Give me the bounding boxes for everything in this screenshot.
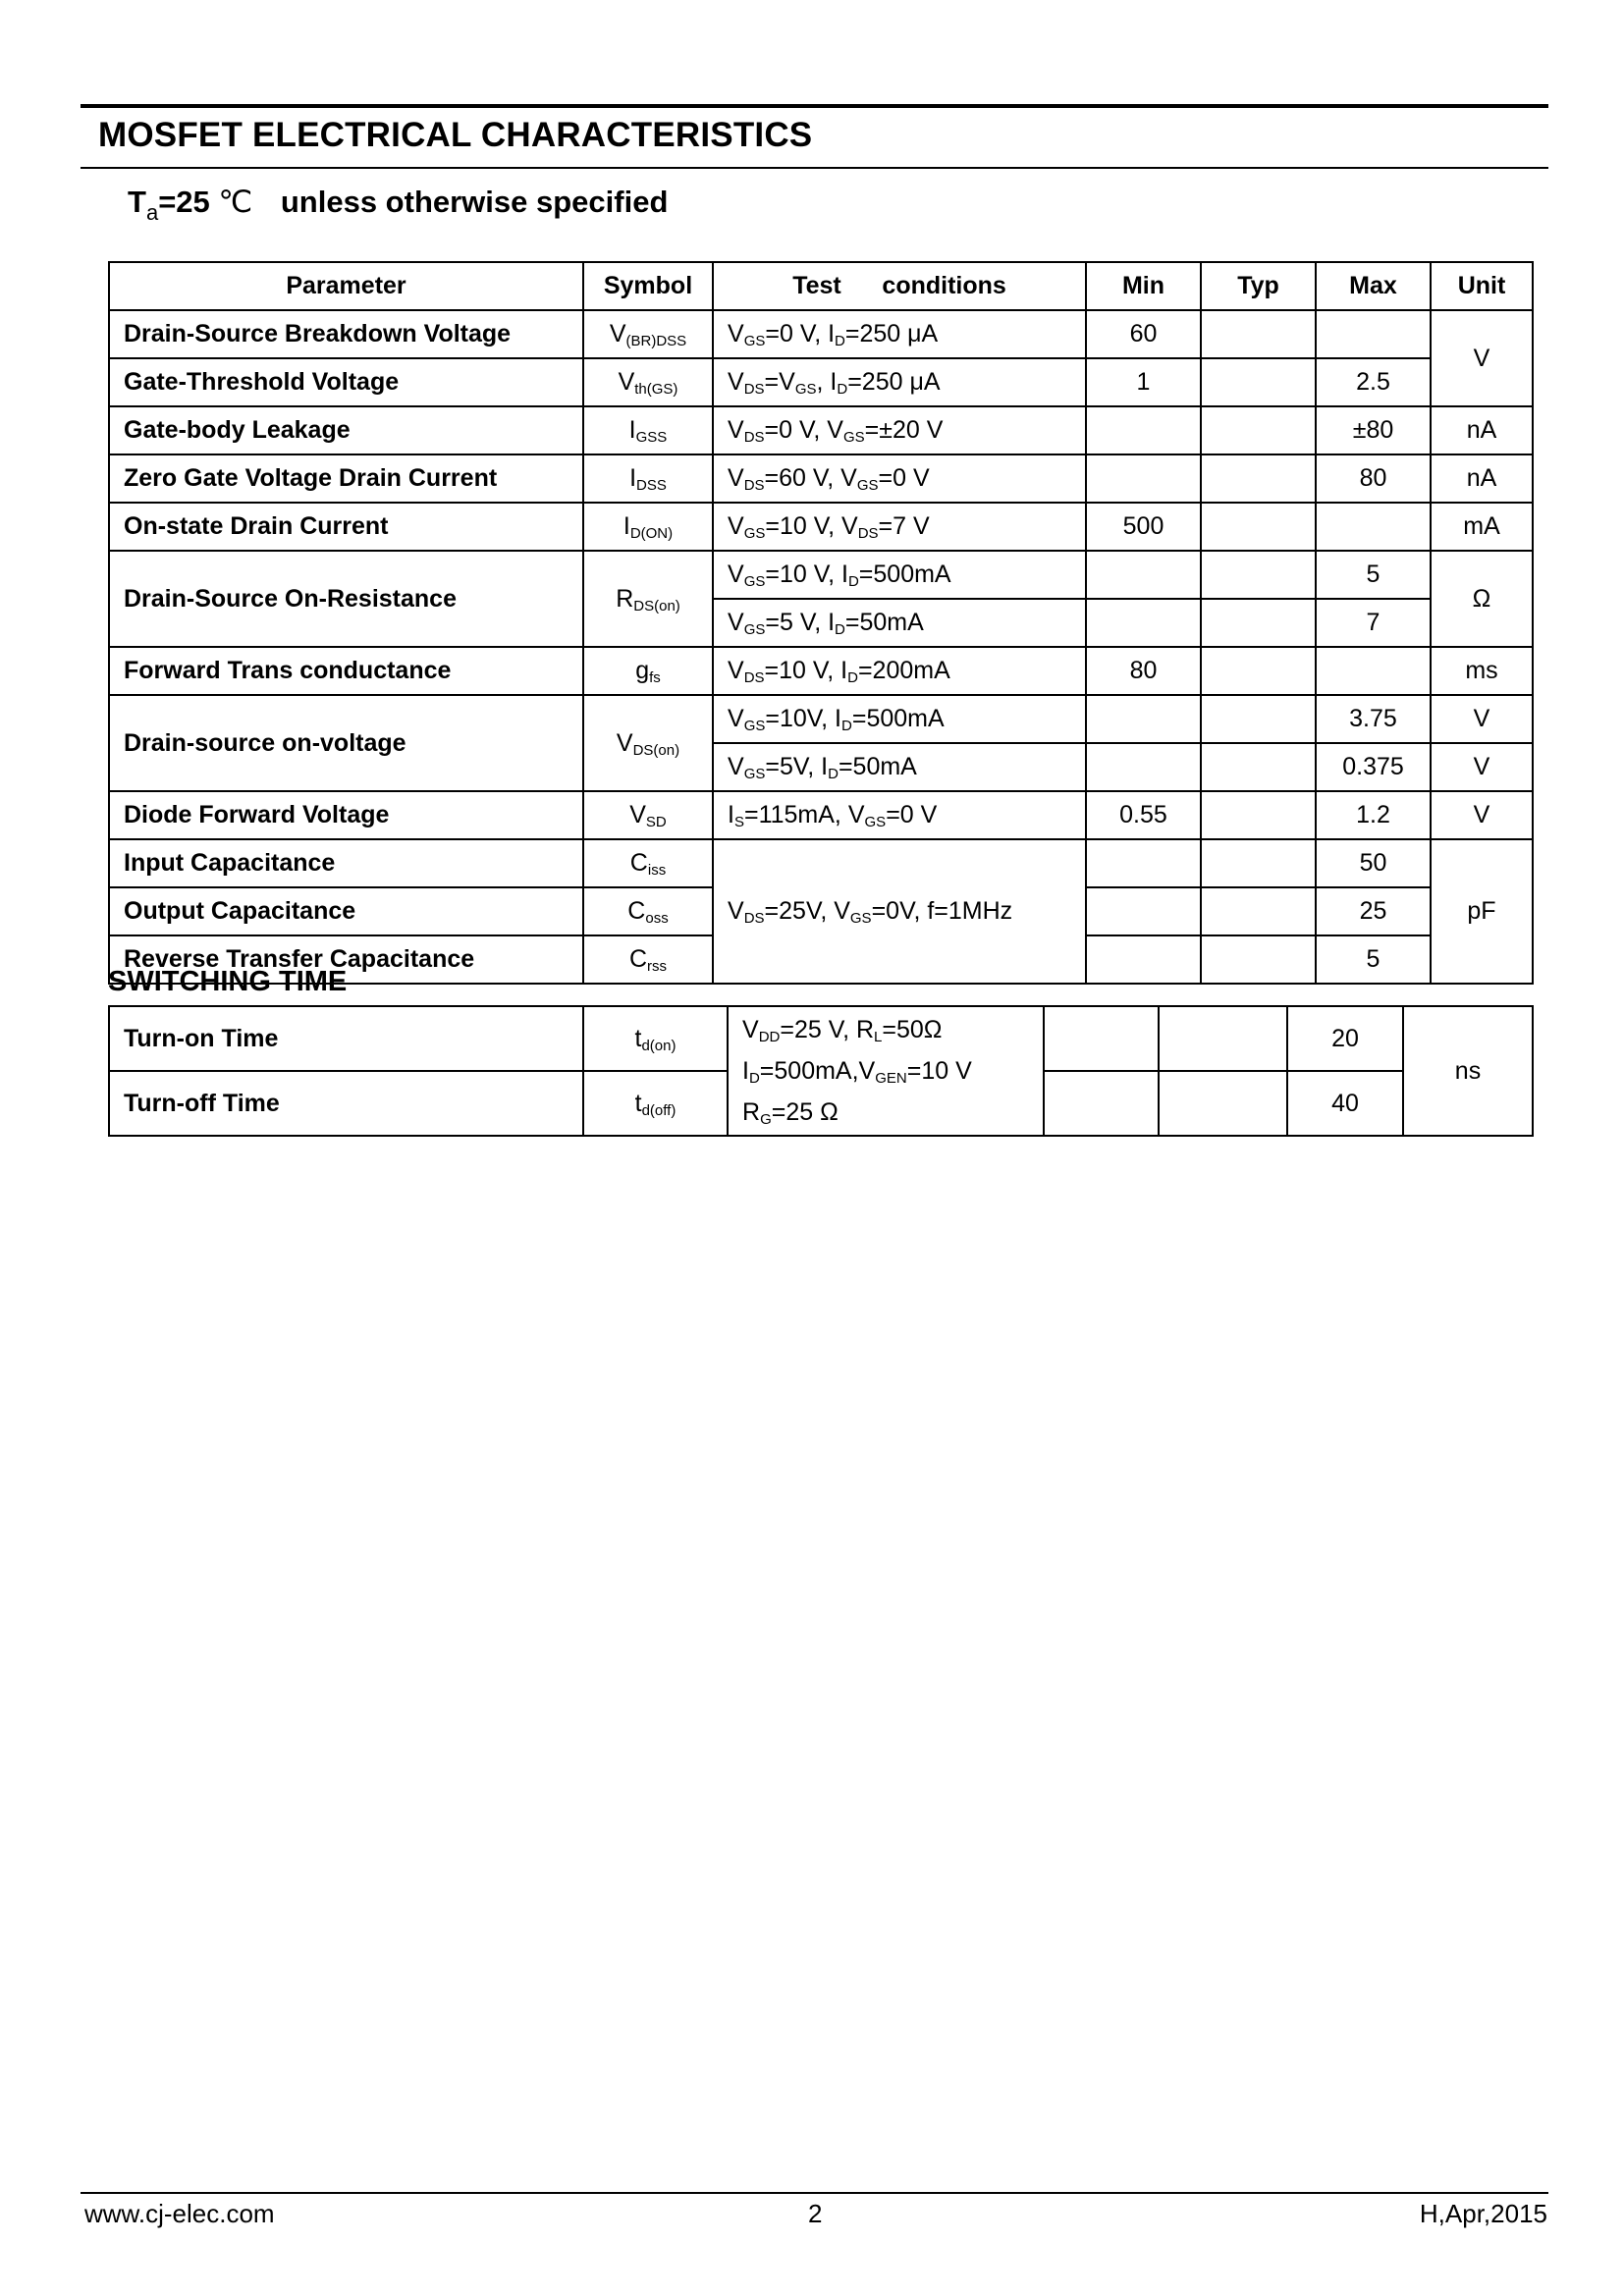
conditions-rdson-1: $V_{GS}=10$ V, $I_D=500mA$: [713, 551, 1086, 599]
header-conditions: Test conditions: [713, 262, 1086, 310]
conditions-rdson-2: $V_{GS}=5$ V, $I_D=50mA$: [713, 599, 1086, 647]
conditions-vdson-2: $V_{GS}=5V$, $I_D=50mA$: [713, 743, 1086, 791]
footer-website: www.cj-elec.com: [84, 2199, 275, 2228]
max-turn-on: 20: [1287, 1006, 1403, 1071]
footer-rule: [81, 2192, 1548, 2194]
typ-zero-gate: [1201, 454, 1316, 503]
min-vdson-1: [1086, 695, 1201, 743]
symbol-vsd: $V_{SD}$: [583, 791, 713, 839]
symbol-rdson: $R_{DS(on)}$: [583, 551, 713, 647]
min-vdson-2: [1086, 743, 1201, 791]
header-symbol: Symbol: [583, 262, 713, 310]
switching-time-table: [108, 1005, 1534, 1137]
table-row: [109, 454, 1533, 503]
typ-vdson-1: [1201, 695, 1316, 743]
unit-vdson-2: V: [1431, 743, 1533, 791]
param-gfs: Forward Trans conductance: [109, 647, 583, 695]
min-zero-gate: [1086, 454, 1201, 503]
max-vdson-2: 0.375: [1316, 743, 1431, 791]
param-threshold: Gate-Threshold Voltage: [109, 358, 583, 406]
electrical-characteristics-table: [108, 261, 1534, 985]
table-row: [109, 791, 1533, 839]
typ-vsd: [1201, 791, 1316, 839]
max-rdson-2: 7: [1316, 599, 1431, 647]
max-threshold: 2.5: [1316, 358, 1431, 406]
typ-on-state: [1201, 503, 1316, 551]
min-rdson-1: [1086, 551, 1201, 599]
min-coss: [1086, 887, 1201, 935]
max-zero-gate: 80: [1316, 454, 1431, 503]
footer-page-number: 2: [808, 2199, 823, 2228]
conditions-breakdown: $V_{GS}=0$ V, $I_D=250$ μA: [713, 310, 1086, 358]
symbol-on-state: $I_{D(ON)}$: [583, 503, 713, 551]
table-row: [109, 551, 1533, 599]
param-turn-off: Turn-off Time: [109, 1071, 583, 1136]
page-title: MOSFET ELECTRICAL CHARACTERISTICS: [98, 116, 813, 154]
symbol-leakage: $I_{GSS}$: [583, 406, 713, 454]
symbol-threshold: $V_{th(GS)}$: [583, 358, 713, 406]
typ-breakdown: [1201, 310, 1316, 358]
table-row: [109, 647, 1533, 695]
header-max: Max: [1316, 262, 1431, 310]
typ-threshold: [1201, 358, 1316, 406]
max-vdson-1: 3.75: [1316, 695, 1431, 743]
typ-turn-off: [1159, 1071, 1287, 1136]
symbol-crss: $C_{rss}$: [583, 935, 713, 984]
min-on-state: 500: [1086, 503, 1201, 551]
param-on-state: On-state Drain Current: [109, 503, 583, 551]
min-vsd: 0.55: [1086, 791, 1201, 839]
header-parameter: Parameter: [109, 262, 583, 310]
min-threshold: 1: [1086, 358, 1201, 406]
max-rdson-1: 5: [1316, 551, 1431, 599]
symbol-zero-gate: $I_{DSS}$: [583, 454, 713, 503]
min-turn-off: [1044, 1071, 1159, 1136]
max-vsd: 1.2: [1316, 791, 1431, 839]
conditions-vsd: $I_S=115mA$, $V_{GS}=0$ V: [713, 791, 1086, 839]
table-row: [109, 358, 1533, 406]
conditions-capacitance: $V_{DS}=25V$, $V_{GS}=0V$, f=1MHz: [713, 839, 1086, 984]
conditions-zero-gate: $V_{DS}=60$ V, $V_{GS}=0$ V: [713, 454, 1086, 503]
param-crss: Reverse Transfer Capacitance: [109, 935, 583, 984]
header-unit: Unit: [1431, 262, 1533, 310]
unit-threshold: V: [1431, 310, 1533, 406]
typ-crss: [1201, 935, 1316, 984]
unit-zero-gate: nA: [1431, 454, 1533, 503]
unit-leakage: nA: [1431, 406, 1533, 454]
min-crss: [1086, 935, 1201, 984]
top-rule: [81, 104, 1548, 108]
footer-revision: H,Apr,2015: [1419, 2199, 1547, 2228]
min-rdson-2: [1086, 599, 1201, 647]
max-on-state: [1316, 503, 1431, 551]
table-row: [109, 1006, 1533, 1071]
param-vsd: Diode Forward Voltage: [109, 791, 583, 839]
table-row: [109, 503, 1533, 551]
conditions-switching: $V_{DD}=25$ V, $R_L=50\Omega$ $I_D=500mA,V_{GEN}=10$ V $R_G=25$ Ω: [728, 1006, 1044, 1136]
ta-value: =25: [158, 185, 210, 219]
param-vdson: Drain-source on-voltage: [109, 695, 583, 791]
typ-leakage: [1201, 406, 1316, 454]
symbol-coss: $C_{oss}$: [583, 887, 713, 935]
ta-unit: ℃: [218, 185, 253, 219]
typ-turn-on: [1159, 1006, 1287, 1071]
symbol-breakdown: $V_{(BR)DSS}$: [583, 310, 713, 358]
unit-on-state: mA: [1431, 503, 1533, 551]
symbol-gfs: $g_{fs}$: [583, 647, 713, 695]
typ-rdson-1: [1201, 551, 1316, 599]
min-turn-on: [1044, 1006, 1159, 1071]
unit-vdson-1: V: [1431, 695, 1533, 743]
ta-subscript: a: [145, 200, 159, 225]
symbol-vdson: $V_{DS(on)}$: [583, 695, 713, 791]
unit-vsd: V: [1431, 791, 1533, 839]
header-row: [109, 262, 1533, 310]
max-crss: 5: [1316, 935, 1431, 984]
unit-switching: ns: [1403, 1006, 1533, 1136]
param-rdson: Drain-Source On-Resistance: [109, 551, 583, 647]
symbol-turn-off: $t_{d(off)}$: [583, 1071, 728, 1136]
typ-vdson-2: [1201, 743, 1316, 791]
ta-symbol: T: [128, 185, 146, 219]
table-row: [109, 310, 1533, 358]
unit-rdson: Ω: [1431, 551, 1533, 647]
max-gfs: [1316, 647, 1431, 695]
typ-gfs: [1201, 647, 1316, 695]
param-zero-gate: Zero Gate Voltage Drain Current: [109, 454, 583, 503]
param-ciss: Input Capacitance: [109, 839, 583, 887]
conditions-leakage: $V_{DS}=0$ V, $V_{GS}=\pm 20$ V: [713, 406, 1086, 454]
symbol-turn-on: $t_{d(on)}$: [583, 1006, 728, 1071]
conditions-text: unless otherwise specified: [280, 185, 669, 219]
symbol-ciss: $C_{iss}$: [583, 839, 713, 887]
conditions-gfs: $V_{DS}=10$ V, $I_D=200mA$: [713, 647, 1086, 695]
switching-time-title: SWITCHING TIME: [108, 966, 348, 997]
typ-coss: [1201, 887, 1316, 935]
conditions-vdson-1: $V_{GS}=10V$, $I_D=500mA$: [713, 695, 1086, 743]
param-turn-on: Turn-on Time: [109, 1006, 583, 1071]
conditions-threshold: $V_{DS}=V_{GS}$, $I_D=250$ μA: [713, 358, 1086, 406]
typ-rdson-2: [1201, 599, 1316, 647]
param-breakdown: Drain-Source Breakdown Voltage: [109, 310, 583, 358]
max-breakdown: [1316, 310, 1431, 358]
table-row: [109, 839, 1533, 887]
header-typ: Typ: [1201, 262, 1316, 310]
max-coss: 25: [1316, 887, 1431, 935]
min-gfs: 80: [1086, 647, 1201, 695]
test-conditions-note: [128, 185, 669, 225]
typ-ciss: [1201, 839, 1316, 887]
param-coss: Output Capacitance: [109, 887, 583, 935]
min-leakage: [1086, 406, 1201, 454]
min-breakdown: 60: [1086, 310, 1201, 358]
header-min: Min: [1086, 262, 1201, 310]
unit-gfs: ms: [1431, 647, 1533, 695]
table-row: [109, 695, 1533, 743]
max-leakage: ±80: [1316, 406, 1431, 454]
max-ciss: 50: [1316, 839, 1431, 887]
max-turn-off: 40: [1287, 1071, 1403, 1136]
min-ciss: [1086, 839, 1201, 887]
conditions-on-state: $V_{GS}=10$ V, $V_{DS}=7$ V: [713, 503, 1086, 551]
unit-capacitance: pF: [1431, 839, 1533, 984]
param-leakage: Gate-body Leakage: [109, 406, 583, 454]
table-row: [109, 406, 1533, 454]
title-rule: [81, 167, 1548, 169]
